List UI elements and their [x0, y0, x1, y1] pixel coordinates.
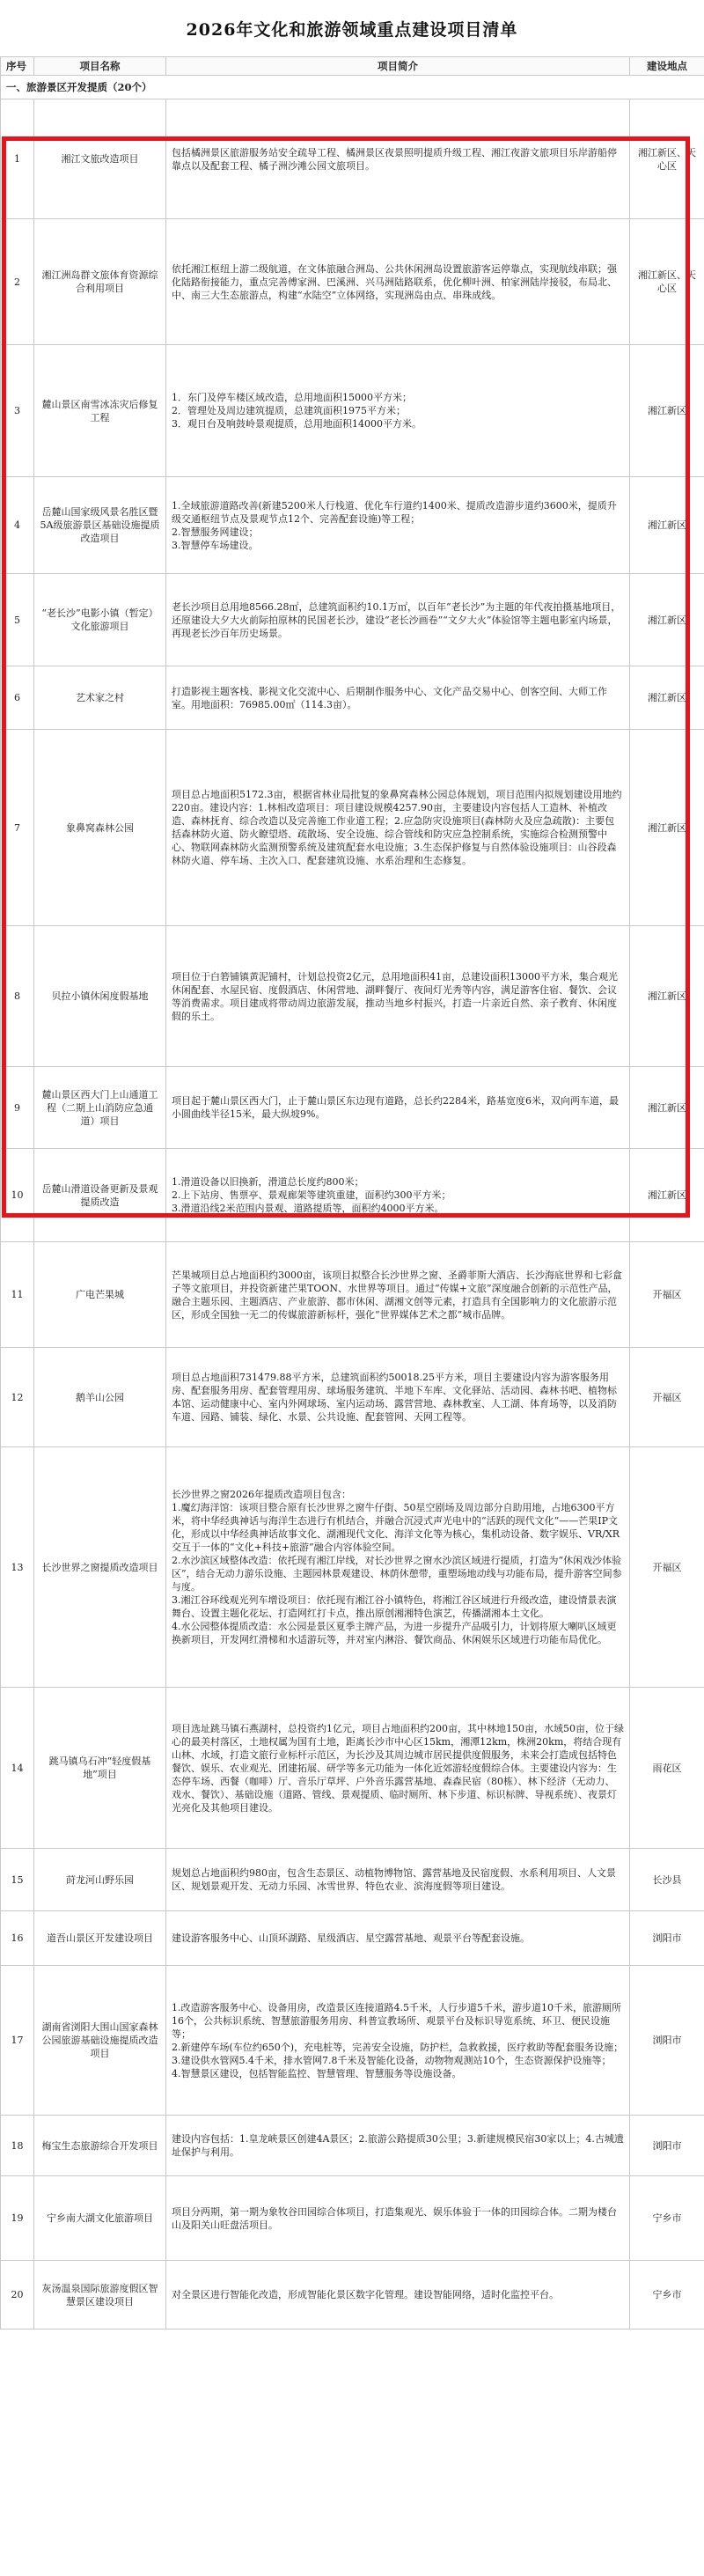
- cell-desc: 包括橘洲景区旅游服务站安全疏导工程、橘洲景区夜景照明提质升级工程、湘江夜游文旅项目乐岸游船停靠点以及配套工程、橘子洲沙滩公园文旅项目。: [166, 99, 630, 219]
- cell-name: 湘江洲岛群文旅体育资源综合利用项目: [34, 219, 166, 345]
- cell-location: 湘江新区: [630, 730, 704, 926]
- cell-name: 麓山景区南雪冰冻灾后修复工程: [34, 345, 166, 477]
- cell-no: 7: [1, 730, 34, 926]
- cell-no: 15: [1, 1849, 34, 1911]
- cell-name: 广电芒果城: [34, 1242, 166, 1348]
- cell-name: 艺术家之村: [34, 666, 166, 730]
- header-desc: 项目简介: [166, 57, 630, 76]
- table-row: [1, 1966, 704, 2116]
- cell-no: 3: [1, 345, 34, 477]
- table-row: [1, 926, 704, 1067]
- cell-name: “老长沙”电影小镇（暂定）文化旅游项目: [34, 574, 166, 666]
- cell-desc: 1.滑道设备以旧换新，滑道总长度约800米； 2.上下站房、售票亭、景观廊架等建筑重建，面积约300平方米； 3.滑道沿线2米范围内景观、道路提质等，面积约4000平方米。: [166, 1149, 630, 1242]
- table-row: [1, 1149, 704, 1242]
- cell-name: 湘江文旅改造项目: [34, 99, 166, 219]
- cell-no: 10: [1, 1149, 34, 1242]
- table-row: [1, 1911, 704, 1966]
- cell-desc: 项目选址跳马镇石燕湖村，总投资约1亿元，项目占地面积约200亩，其中林地150亩，水域50亩，位于绿心的最美村落区，土地权属为国有土地，距离长沙市中心区15km，湘潭12km，株洲20km，将结合现有山林、水域，打造文旅行业标杆示范区，为长沙及其周边城市居民提供度假服务，未来会打造成包括特色餐饮、娱乐、农业观光、团建拓展、研学等多元功能为一体化近郊游轻度假综合体。主要建设内容为：生态停车场、西餐（咖啡）厅、音乐厅草坪、户外音乐露营基地、森森民宿（80栋）、林下经济（无动力、戏水、餐饮）、基础设施（道路、管线、景观提质、临时厕所、林下步道、标识标牌、导视系统）、夜景灯光亮化及其他项目建设。: [166, 1688, 630, 1849]
- cell-location: 浏阳市: [630, 1966, 704, 2116]
- table-row: [1, 1242, 704, 1348]
- table-row: [1, 574, 704, 666]
- cell-name: 道吾山景区开发建设项目: [34, 1911, 166, 1966]
- cell-desc: 项目起于麓山景区西大门，止于麓山景区东边现有道路，总长约2284米，路基宽度6米，双向两车道，最小圆曲线半径15米，最大纵坡9%。: [166, 1067, 630, 1149]
- cell-name: 岳麓山滑道设备更新及景观提质改造: [34, 1149, 166, 1242]
- cell-name: 莳龙河山野乐园: [34, 1849, 166, 1911]
- cell-name: 象鼻窝森林公园: [34, 730, 166, 926]
- cell-location: 湘江新区、天心区: [630, 99, 704, 219]
- cell-desc: 项目位于白箬铺镇黄泥铺村，计划总投资2亿元，总用地面积41亩，总建设面积13000平方米，集合观光休闲配套、水屋民宿、度假酒店、休闲营地、湖畔餐厅、夜间灯光秀等内容，满足游客住宿、餐饮、会议等消费需求。项目建成将带动周边旅游发展，推动当地乡村振兴，打造一片亲近自然、亲子教育、休闲度假的乐土。: [166, 926, 630, 1067]
- cell-no: 12: [1, 1348, 34, 1447]
- cell-no: 14: [1, 1688, 34, 1849]
- cell-location: 湘江新区、天心区: [630, 219, 704, 345]
- cell-name: 宁乡南大湖文化旅游项目: [34, 2176, 166, 2261]
- cell-name: 跳马镇乌石冲“轻度假基地”项目: [34, 1688, 166, 1849]
- document-title: 2026年文化和旅游领域重点建设项目清单: [186, 19, 518, 40]
- table-header: [1, 57, 704, 76]
- cell-location: 湘江新区: [630, 345, 704, 477]
- cell-location: 浏阳市: [630, 1911, 704, 1966]
- cell-no: 5: [1, 574, 34, 666]
- cell-desc: 1.改造游客服务中心、设备用房，改造景区连接道路4.5千米，人行步道5千米，游步道10千米，旅游厕所16个，公共标识系统、智慧旅游服务用房、科普宣教场所、观景平台及标识导览系统、环卫、便民设施等； 2.新建停车场(车位约650个)，充电桩等，完善安全设施，防护栏，急救救援，医疗救助等配套服务设施； 3.建设供水管网5.4千米，排水管网7.8千米及智能化设备，动物物观测站10个，生态资源保护设施等； 4.智慧景区建设，包括智能监控、智慧管理、智慧服务等设施设备。: [166, 1966, 630, 2116]
- cell-desc: 建设内容包括：1.皇龙峡景区创建4A景区；2.旅游公路提质30公里；3.新建规模民宿30家以上；4.古城遗址保护与利用。: [166, 2116, 630, 2176]
- cell-name: 贝拉小镇休闲度假基地: [34, 926, 166, 1067]
- cell-desc: 项目总占地面积5172.3亩，根据省林业局批复的象鼻窝森林公园总体规划，项目范围内拟规划建设用地约220亩。建设内容：1.林相改造项目：项目建设规模4257.90亩，主要建设内容包括人工造林、补植改造、森林抚育、综合改造以及完善施工作业道工程；2.应急防灾设施项目(森林防火及应急疏散)：主要包括森林防火道、防火瞭望塔、疏散场、安全设施、综合管线和防灾应急控制系统，实施综合检测预警中心、物联网森林防火监测预警系统及建筑配套水电设施；3.生态保护修复与自然体验设施项目：山谷段森林防火道、停车场、主次入口、配套建筑设施、水系治理和生态修复。: [166, 730, 630, 926]
- section-title: 一、旅游景区开发提质（20个）: [1, 76, 704, 99]
- cell-no: 19: [1, 2176, 34, 2261]
- cell-no: 13: [1, 1447, 34, 1688]
- cell-desc: 1．东门及停车楼区域改造，总用地面积15000平方米； 2．管理处及周边建筑提质，总建筑面积1975平方米； 3．观日台及响鼓岭景观提质，总用地面积14000平方米。: [166, 345, 630, 477]
- table-row: [1, 1348, 704, 1447]
- cell-location: 浏阳市: [630, 2116, 704, 2176]
- cell-location: 宁乡市: [630, 2176, 704, 2261]
- cell-location: 长沙县: [630, 1849, 704, 1911]
- cell-desc: 芒果城项目总占地面积约3000亩，该项目拟整合长沙世界之窗、圣爵菲斯大酒店、长沙海底世界和七彩盒子等文旅项目，并投资新建芒果TOON、水世界等项目。通过“传媒+文旅”深度融合创新的示范性产品，融合主题乐园、主题酒店、产业旅游、都市休闲、湖湘文创等元素，打造具有全国影响力的文化旅游示范区，形成全国独一无二的传媒旅游新标杆，强化“世界媒体艺术之都”城市品牌。: [166, 1242, 630, 1348]
- cell-desc: 依托湘江枢纽上游二级航道，在文体旅融合洲岛、公共休闲洲岛设置旅游客运停靠点，实现航线串联；强化陆路衔接能力，重点完善傅家洲、巴溪洲、兴马洲陆路联系，优化柳叶洲、柏家洲陆岸接驳，布局北、中、南三大生态旅游点，构建“水陆空”立体网络，实现洲岛由点、串珠成线。: [166, 219, 630, 345]
- cell-name: 麓山景区西大门上山通道工程（二期上山消防应急通道）项目: [34, 1067, 166, 1149]
- table-row: [1, 2176, 704, 2261]
- cell-no: 17: [1, 1966, 34, 2116]
- cell-name: 鹅羊山公园: [34, 1348, 166, 1447]
- cell-location: 开福区: [630, 1447, 704, 1688]
- cell-location: 宁乡市: [630, 2261, 704, 2329]
- cell-desc: 1.全域旅游道路改善(新建5200米人行栈道、优化车行道约1400米、提质改造游步道约3600米，提质升级交通枢纽节点及景观节点12个、完善配套设施)等工程； 2.智慧服务网建设； 3.智慧停车场建设。: [166, 477, 630, 574]
- table-row: [1, 219, 704, 345]
- header-no: 序号: [1, 57, 34, 76]
- cell-location: 湘江新区: [630, 666, 704, 730]
- cell-name: 灰汤温泉国际旅游度假区智慧景区建设项目: [34, 2261, 166, 2329]
- cell-name: 岳麓山国家级风景名胜区暨5A级旅游景区基础设施提质改造项目: [34, 477, 166, 574]
- table-row: [1, 1067, 704, 1149]
- cell-desc: 项目分两期，第一期为象牧谷田园综合体项目，打造集观光、娱乐体验于一体的田园综合体。二期为楼台山及阳关山旺盘活项目。: [166, 2176, 630, 2261]
- header-row: [1, 57, 704, 76]
- cell-location: 湘江新区: [630, 1149, 704, 1242]
- cell-location: 湘江新区: [630, 926, 704, 1067]
- cell-location: 湘江新区: [630, 477, 704, 574]
- cell-no: 18: [1, 2116, 34, 2176]
- cell-no: 2: [1, 219, 34, 345]
- cell-location: 湘江新区: [630, 574, 704, 666]
- cell-desc: 打造影视主题客栈、影视文化交流中心、后期制作服务中心、文化产品交易中心、创客空间、大师工作室。用地面积：76985.00㎡（114.3亩）。: [166, 666, 630, 730]
- project-table: [0, 56, 704, 2329]
- cell-desc: 老长沙项目总用地8566.28㎡，总建筑面积约10.1万㎡，以百年“老长沙”为主题的年代夜拍摄基地项目，还原建设大夕大火前际拍原林的民国老长沙，建设“老长沙画卷”“文夕大火”体验馆等主题电影室内场景，再现老长沙百年历史场景。: [166, 574, 630, 666]
- cell-no: 20: [1, 2261, 34, 2329]
- table-row: [1, 1849, 704, 1911]
- cell-location: 雨花区: [630, 1688, 704, 1849]
- table-row: [1, 477, 704, 574]
- cell-desc: 项目总占地面积731479.88平方米，总建筑面积约50018.25平方米，项目主要建设内容为游客服务用房、配套服务用房、配套管理用房、球场服务建筑、半地下车库、文化驿站、活动园、森林书吧、植物标本馆、运动健康中心、室内外网球场、室内运动场、露营营地、森林教室、人工湖、体育场等，以及消防车道、园路、铺装、绿化、水景、公共设施、配套管网、天网工程等。: [166, 1348, 630, 1447]
- cell-name: 湖南省浏阳大围山国家森林公园旅游基础设施提质改造项目: [34, 1966, 166, 2116]
- cell-no: 9: [1, 1067, 34, 1149]
- table-row: [1, 1447, 704, 1688]
- cell-desc: 对全景区进行智能化改造，形成智能化景区数字化管理。建设智能网络，适时化监控平台。: [166, 2261, 630, 2329]
- cell-name: 长沙世界之窗提质改造项目: [34, 1447, 166, 1688]
- table-row: [1, 1688, 704, 1849]
- section-row: [1, 76, 704, 99]
- cell-location: 开福区: [630, 1242, 704, 1348]
- table-row: [1, 730, 704, 926]
- cell-location: 湘江新区: [630, 1067, 704, 1149]
- cell-no: 16: [1, 1911, 34, 1966]
- header-location: 建设地点: [630, 57, 704, 76]
- cell-no: 1: [1, 99, 34, 219]
- table-body: [1, 76, 704, 2329]
- cell-no: 11: [1, 1242, 34, 1348]
- cell-desc: 建设游客服务中心、山顶环湖路、星级酒店、星空露营基地、观景平台等配套设施。: [166, 1911, 630, 1966]
- table-row: [1, 99, 704, 219]
- table-row: [1, 2261, 704, 2329]
- table-row: [1, 2116, 704, 2176]
- cell-no: 6: [1, 666, 34, 730]
- cell-no: 8: [1, 926, 34, 1067]
- table-row: [1, 345, 704, 477]
- cell-desc: 规划总占地面积约980亩，包含生态景区、动植物博物馆、露营基地及民宿度假、水系利用项目、人文景区、规划景观开发、无动力乐园、冰雪世界、特色农业、滨海度假等项目建设。: [166, 1849, 630, 1911]
- cell-name: 梅宝生态旅游综合开发项目: [34, 2116, 166, 2176]
- cell-desc: 长沙世界之窗2026年提质改造项目包含： 1.魔幻海洋馆：该项目整合原有长沙世界之窗牛仔街、50星空剧场及周边部分自助用地，占地6300平方米，将中华经典神话与海洋生态进行有机结合，并融合沉浸式声光电中的“活跃的现代文化”——芒果IP文化，形成以中华经典神话故事文化、湖湘现代文化、海洋文化等为核心，集机动设备、数字娱乐、VR/XR交互于一体的“文化+科技+旅游”融合内容体验空间。 2.水沙滨区域整体改造：依托现有湘江岸线，对长沙世界之窗水沙滨区域进行提质，打造为“休闲戏沙体验区”，结合无动力游乐设施、主题园林景观建设、林荫休憩带，重塑场地动线与功能布局，提升游客空间参与度。 3.湘江谷环线观光列车增设项目：依托现有湘江谷小镇特色，将湘江谷区域进行升级改造，建设情景表演舞台、设置主题化花坛、打造网红打卡点，推出原创湘湘特色演艺，传播湖湘本土文化。 4.水公园整体提质改造：水公园是景区夏季主牌产品，为进一步提升产品吸引力，计划将原大喇叭区域更换新项目，开发网红滑梯和水适游玩等，并对室内淋浴、餐饮商品、休闲娱乐区域进行功能布局优化。: [166, 1447, 630, 1688]
- cell-no: 4: [1, 477, 34, 574]
- cell-location: 开福区: [630, 1348, 704, 1447]
- table-row: [1, 666, 704, 730]
- header-name: 项目名称: [34, 57, 166, 76]
